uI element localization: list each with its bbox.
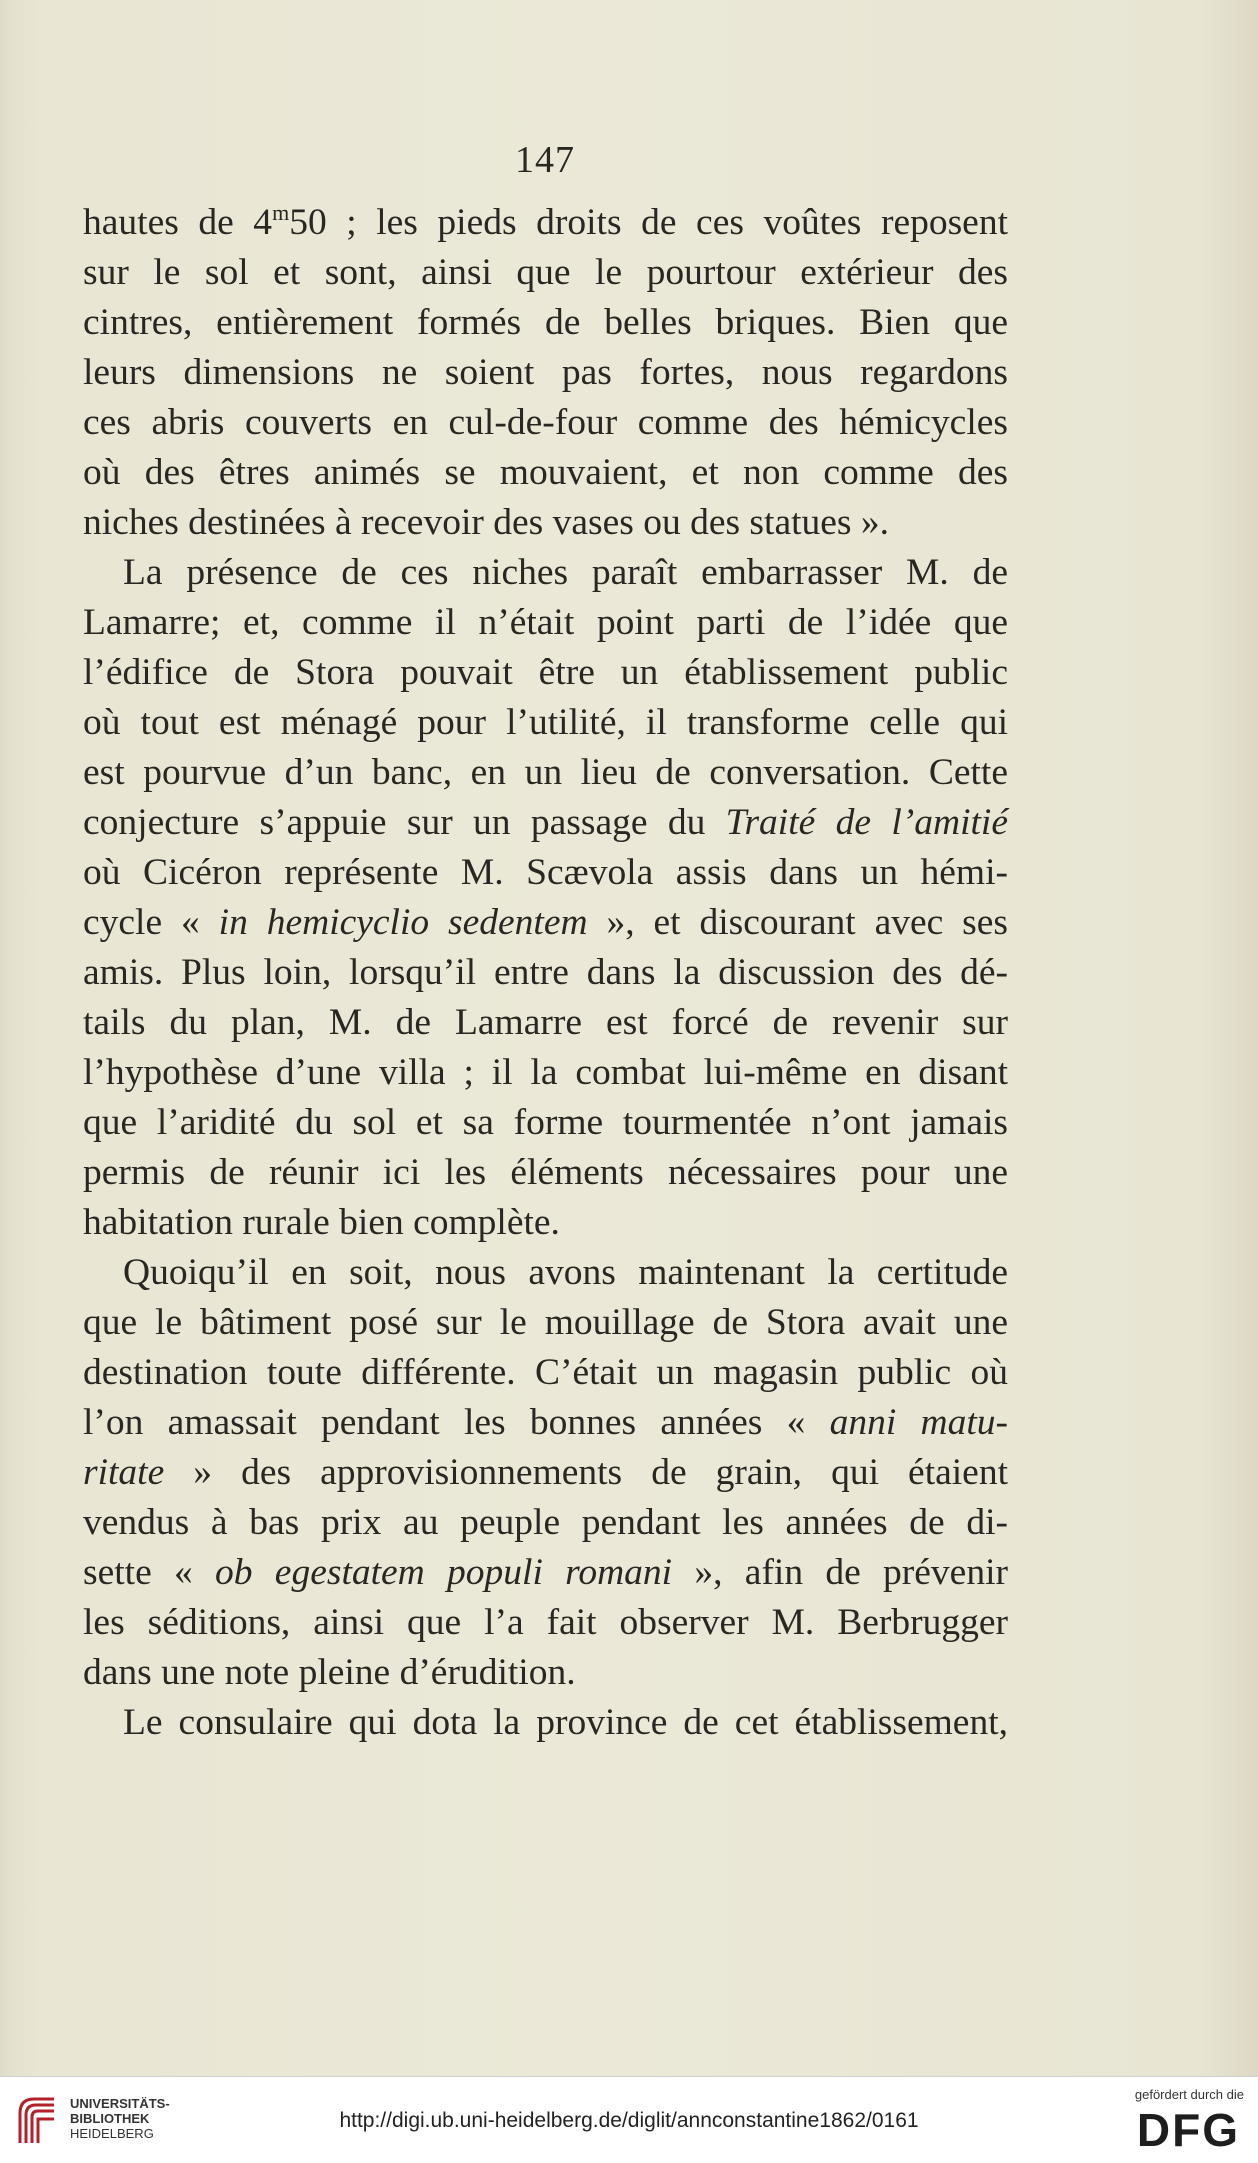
text-line	[83, 1298, 1008, 1348]
text-fragment: permis de réunir ici les éléments nécessaires pour une	[83, 1152, 1008, 1193]
text-line	[83, 348, 1008, 398]
text-fragment: in hemicyclio sedentem	[218, 902, 588, 943]
text-line	[83, 398, 1008, 448]
text-fragment: où Cicéron représente M. Scævola assis dans un hémi-	[83, 852, 1008, 893]
text-line	[83, 898, 1008, 948]
text-line	[83, 1398, 1008, 1448]
footer-bar	[0, 2076, 1258, 2163]
text-fragment: Lamarre; et, comme il n’était point parti de l’idée que	[83, 602, 1008, 643]
library-line-3: HEIDELBERG	[70, 2126, 154, 2141]
text-fragment: niches destinées à recevoir des vases ou des statues ».	[83, 502, 889, 543]
library-line-2: BIBLIOTHEK	[70, 2111, 150, 2126]
text-line	[83, 1198, 1008, 1248]
text-line	[83, 998, 1008, 1048]
text-fragment: tails du plan, M. de Lamarre est forcé de revenir sur	[83, 1002, 1008, 1043]
dfg-logo: DFG	[1136, 2104, 1240, 2156]
text-fragment: où tout est ménagé pour l’utilité, il transforme celle qui	[83, 702, 1008, 743]
text-fragment: ob egestatem populi romani	[215, 1552, 673, 1593]
text-fragment: vendus à bas prix au peuple pendant les années de di-	[83, 1502, 1008, 1543]
text-fragment: l’édifice de Stora pouvait être un établissement public	[83, 652, 1008, 693]
text-line	[83, 298, 1008, 348]
text-line	[83, 1048, 1008, 1098]
text-line	[83, 448, 1008, 498]
text-fragment: Quoiqu’il en soit, nous avons maintenant la certitude	[123, 1252, 1008, 1293]
text-line	[83, 248, 1008, 298]
text-fragment: anni matu-	[829, 1402, 1008, 1443]
text-line	[83, 1148, 1008, 1198]
text-fragment: 50 ; les pieds droits de ces voûtes reposent	[289, 202, 1008, 243]
text-line	[83, 948, 1008, 998]
text-fragment: que le bâtiment posé sur le mouillage de Stora avait une	[83, 1302, 1008, 1343]
text-line	[83, 1498, 1008, 1548]
text-fragment: leurs dimensions ne soient pas fortes, nous regardons	[83, 352, 1008, 393]
text-line	[83, 198, 1008, 248]
text-line	[83, 1448, 1008, 1498]
text-line	[83, 1648, 1008, 1698]
text-line	[83, 1248, 1008, 1298]
text-fragment: cintres, entièrement formés de belles briques. Bien que	[83, 302, 1008, 343]
text-fragment: habitation rurale bien complète.	[83, 1202, 560, 1243]
text-fragment: » des approvisionnements de grain, qui étaient	[164, 1452, 1008, 1493]
text-line	[83, 748, 1008, 798]
text-fragment: », et discourant avec ses	[587, 902, 1008, 943]
funding-caption: gefördert durch die	[1134, 2087, 1244, 2102]
text-line	[83, 1548, 1008, 1598]
text-fragment: les séditions, ainsi que l’a fait observer M. Berbrugger	[83, 1602, 1008, 1643]
text-fragment: l’hypothèse d’une villa ; il la combat lui-même en disant	[83, 1052, 1008, 1093]
text-line	[83, 1348, 1008, 1398]
text-fragment: destination toute différente. C’était un magasin public où	[83, 1352, 1008, 1393]
text-fragment: », afin de prévenir	[672, 1552, 1008, 1593]
text-fragment: sur le sol et sont, ainsi que le pourtour extérieur des	[83, 252, 1008, 293]
text-fragment: La présence de ces niches paraît embarrasser M. de	[123, 552, 1008, 593]
text-fragment: cycle «	[83, 902, 219, 943]
text-fragment: m	[272, 200, 290, 225]
text-line	[83, 848, 1008, 898]
page-number: 147	[515, 139, 575, 181]
text-fragment: conjecture s’appuie sur un passage du	[83, 802, 726, 843]
text-fragment: hautes de 4	[83, 202, 273, 243]
text-fragment: ces abris couverts en cul-de-four comme des hémicycles	[83, 402, 1008, 443]
text-line	[83, 1698, 1008, 1748]
text-fragment: dans une note pleine d’érudition.	[83, 1652, 576, 1693]
text-fragment: Le consulaire qui dota la province de cet établissement,	[123, 1702, 1008, 1743]
text-fragment: que l’aridité du sol et sa forme tourmentée n’ont jamais	[83, 1102, 1008, 1143]
text-line	[83, 698, 1008, 748]
text-fragment: ritate	[83, 1452, 165, 1493]
text-fragment: l’on amassait pendant les bonnes années «	[83, 1402, 830, 1443]
body-text	[83, 198, 1008, 1748]
text-line	[83, 1098, 1008, 1148]
text-line	[83, 548, 1008, 598]
text-fragment: où des êtres animés se mouvaient, et non comme des	[83, 452, 1008, 493]
text-fragment: sette «	[83, 1552, 216, 1593]
library-line-1: UNIVERSITÄTS-	[70, 2096, 170, 2111]
source-url[interactable]: http://digi.ub.uni-heidelberg.de/diglit/annconstantine1862/0161	[339, 2109, 919, 2132]
text-fragment: amis. Plus loin, lorsqu’il entre dans la discussion des dé-	[83, 952, 1008, 993]
text-line	[83, 1598, 1008, 1648]
text-line	[83, 798, 1008, 848]
text-line	[83, 598, 1008, 648]
text-line	[83, 648, 1008, 698]
text-line	[83, 498, 1008, 548]
text-fragment: Traité de l’amitié	[725, 802, 1008, 843]
text-fragment: est pourvue d’un banc, en un lieu de conversation. Cette	[83, 752, 1008, 793]
